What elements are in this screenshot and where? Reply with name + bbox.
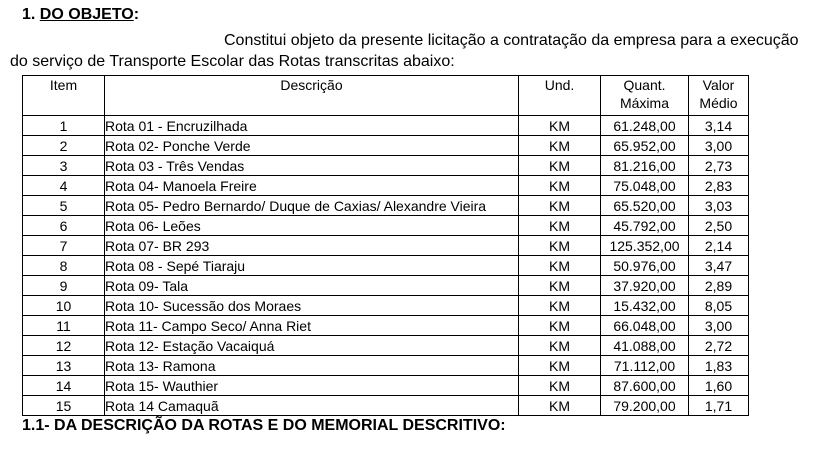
- cell-item: 6: [23, 216, 105, 236]
- cell-descricao: Rota 02- Ponche Verde: [105, 136, 519, 156]
- cell-quant: 71.112,00: [601, 356, 689, 376]
- table-row: [23, 376, 749, 396]
- section-heading: [22, 6, 139, 24]
- cell-quant: 15.432,00: [601, 296, 689, 316]
- cell-quant: 65.520,00: [601, 196, 689, 216]
- cell-item: 10: [23, 296, 105, 316]
- cell-item: 3: [23, 156, 105, 176]
- header-quant-line2: Máxima: [619, 95, 669, 111]
- cell-quant: 79.200,00: [601, 396, 689, 416]
- cell-valor: 1,71: [689, 396, 749, 416]
- cell-und: KM: [519, 396, 601, 416]
- cell-descricao: Rota 08 - Sepé Tiaraju: [105, 256, 519, 276]
- table-row: [23, 176, 749, 196]
- header-descricao: Descrição: [105, 76, 519, 116]
- cell-descricao: Rota 12- Estação Vacaiquá: [105, 336, 519, 356]
- cell-item: 14: [23, 376, 105, 396]
- cell-descricao: Rota 04- Manoela Freire: [105, 176, 519, 196]
- cell-item: 4: [23, 176, 105, 196]
- table-row: [23, 196, 749, 216]
- cell-und: KM: [519, 296, 601, 316]
- cell-quant: 66.048,00: [601, 316, 689, 336]
- cell-descricao: Rota 05- Pedro Bernardo/ Duque de Caxias/ Alexandre Vieira: [105, 196, 519, 216]
- cell-valor: 2,89: [689, 276, 749, 296]
- cell-descricao: Rota 11- Campo Seco/ Anna Riet: [105, 316, 519, 336]
- cell-quant: 45.792,00: [601, 216, 689, 236]
- cell-item: 9: [23, 276, 105, 296]
- cell-item: 13: [23, 356, 105, 376]
- cell-und: KM: [519, 316, 601, 336]
- header-quant: [601, 76, 689, 116]
- cell-valor: 1,60: [689, 376, 749, 396]
- cell-valor: 2,50: [689, 216, 749, 236]
- cell-und: KM: [519, 376, 601, 396]
- table-row: [23, 316, 749, 336]
- table-row: [23, 216, 749, 236]
- cell-quant: 75.048,00: [601, 176, 689, 196]
- cell-descricao: Rota 06- Leões: [105, 216, 519, 236]
- section-title: DO OBJETO: [39, 6, 134, 23]
- cell-valor: 3,00: [689, 136, 749, 156]
- table-row: [23, 236, 749, 256]
- section-number: 1.: [22, 6, 36, 23]
- cell-und: KM: [519, 256, 601, 276]
- object-paragraph-line1: Constitui objeto da presente licitação a contratação da empresa para a execução: [224, 32, 799, 49]
- cell-item: 2: [23, 136, 105, 156]
- routes-table: [22, 75, 749, 416]
- table-row: [23, 296, 749, 316]
- cell-valor: 2,83: [689, 176, 749, 196]
- table-row: [23, 136, 749, 156]
- cell-descricao: Rota 15- Wauthier: [105, 376, 519, 396]
- cell-und: KM: [519, 276, 601, 296]
- table-row: [23, 256, 749, 276]
- cell-quant: 61.248,00: [601, 116, 689, 136]
- cell-descricao: Rota 03 - Três Vendas: [105, 156, 519, 176]
- cell-valor: 2,72: [689, 336, 749, 356]
- table-row: [23, 396, 749, 416]
- table-row: [23, 276, 749, 296]
- cell-valor: 3,47: [689, 256, 749, 276]
- header-und: Und.: [519, 76, 601, 116]
- table-row: [23, 356, 749, 376]
- cell-descricao: Rota 13- Ramona: [105, 356, 519, 376]
- header-valor: [689, 76, 749, 116]
- cell-und: KM: [519, 356, 601, 376]
- table-row: [23, 336, 749, 356]
- cell-item: 1: [23, 116, 105, 136]
- cell-descricao: Rota 01 - Encruzilhada: [105, 116, 519, 136]
- section-title-colon: :: [133, 6, 140, 23]
- cell-valor: 2,14: [689, 236, 749, 256]
- cell-und: KM: [519, 236, 601, 256]
- cell-quant: 81.216,00: [601, 156, 689, 176]
- cell-descricao: Rota 09- Tala: [105, 276, 519, 296]
- cell-item: 15: [23, 396, 105, 416]
- header-valor-line2: Médio: [699, 95, 738, 111]
- cell-und: KM: [519, 156, 601, 176]
- header-item: Item: [23, 76, 105, 116]
- table-header-row: [23, 76, 749, 116]
- table-row: [23, 156, 749, 176]
- cell-valor: 1,83: [689, 356, 749, 376]
- cell-und: KM: [519, 136, 601, 156]
- cell-quant: 50.976,00: [601, 256, 689, 276]
- cell-item: 8: [23, 256, 105, 276]
- object-paragraph-line2: do serviço de Transporte Escolar das Rotas transcritas abaixo:: [10, 53, 455, 70]
- cell-quant: 65.952,00: [601, 136, 689, 156]
- cell-und: KM: [519, 196, 601, 216]
- cell-und: KM: [519, 176, 601, 196]
- subsection-heading: 1.1- DA DESCRIÇÃO DA ROTAS E DO MEMORIAL DESCRITIVO:: [22, 417, 506, 434]
- cell-und: KM: [519, 116, 601, 136]
- cell-descricao: Rota 10- Sucessão dos Moraes: [105, 296, 519, 316]
- header-quant-line1: Quant.: [623, 77, 666, 93]
- cell-valor: 3,00: [689, 316, 749, 336]
- cell-item: 12: [23, 336, 105, 356]
- cell-quant: 37.920,00: [601, 276, 689, 296]
- cell-und: KM: [519, 336, 601, 356]
- cell-valor: 3,14: [689, 116, 749, 136]
- cell-und: KM: [519, 216, 601, 236]
- cell-item: 5: [23, 196, 105, 216]
- cell-quant: 125.352,00: [601, 236, 689, 256]
- header-valor-line1: Valor: [702, 77, 735, 93]
- cell-item: 7: [23, 236, 105, 256]
- cell-valor: 2,73: [689, 156, 749, 176]
- cell-quant: 41.088,00: [601, 336, 689, 356]
- table-row: [23, 116, 749, 136]
- cell-valor: 3,03: [689, 196, 749, 216]
- cell-valor: 8,05: [689, 296, 749, 316]
- cell-item: 11: [23, 316, 105, 336]
- cell-descricao: Rota 14 Camaquã: [105, 396, 519, 416]
- cell-descricao: Rota 07- BR 293: [105, 236, 519, 256]
- cell-quant: 87.600,00: [601, 376, 689, 396]
